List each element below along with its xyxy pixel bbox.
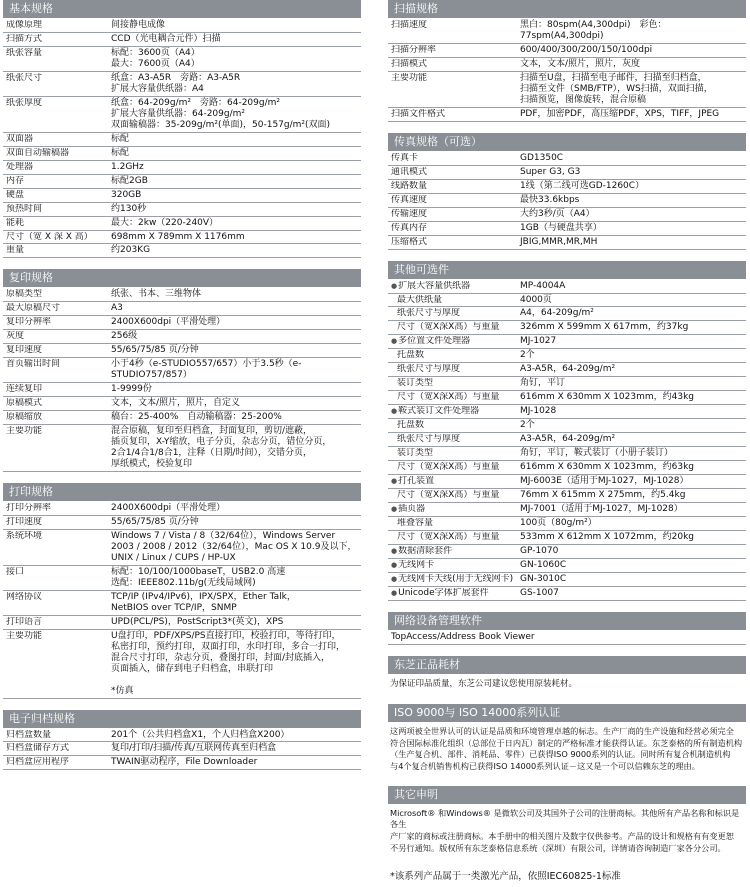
right-section-0 xyxy=(388,0,746,122)
spec-label: 尺寸（宽X深X高）与重量 xyxy=(397,322,500,333)
left-section-1 xyxy=(3,269,361,472)
section-header: ISO 9000与 ISO 14000系列认证 xyxy=(388,704,746,722)
spec-value: 616mm X 630mm X 1023mm，约43kg xyxy=(520,392,695,403)
spec-label: 归档盒数量 xyxy=(6,729,52,740)
spec-row xyxy=(3,244,361,258)
spec-label: 纸张尺寸与厚度 xyxy=(397,434,461,445)
spec-value: GP-1070 xyxy=(520,545,559,556)
spec-row xyxy=(388,573,746,587)
spec-value: Windows 7 / Vista / 8（32/64位），Windows Server 2003 / 2008 / 2012（32/64位），Mac OS X 10.9及以下， UNIX / Linux / CUPS / HP-UX xyxy=(111,530,357,563)
spec-row xyxy=(388,58,746,72)
spec-value: JBIG,MMR,MR,MH xyxy=(520,236,598,247)
spec-label: 尺寸（宽 X 深 X 高） xyxy=(6,231,93,242)
spec-label: 尺寸（宽X深X高）与重量 xyxy=(397,462,500,473)
spec-value: PDF，加密PDF，高压缩PDF，XPS，TIFF，JPEG xyxy=(520,108,720,119)
spec-label: 打印速度 xyxy=(6,516,43,527)
spec-value: 55/65/75/85 页/分钟 xyxy=(111,345,199,356)
spec-label: 系统环境 xyxy=(6,530,43,541)
spec-value: A4，64-209g/m² xyxy=(520,308,594,319)
right-section-5 xyxy=(388,704,746,775)
spec-label: 首页输出时间 xyxy=(6,359,61,370)
spec-label: 线路数量 xyxy=(391,180,428,191)
spec-row xyxy=(388,391,746,405)
spec-label: 最大原稿尺寸 xyxy=(6,303,61,314)
spec-label: ● 无线网卡天线(用于无线网卡) xyxy=(388,574,520,585)
spec-value: 扫描至U盘，扫描至电子邮件，扫描至归档盒， 扫描至文件（SMB/FTP），WS扫描，双面扫描， 扫描预览，图像旋转，混合原稿 xyxy=(520,72,713,105)
spec-label: 双面自动输稿器 xyxy=(6,147,70,158)
section-paragraph: Microsoft® 和Windows® 是微软公司及其国外子公司的注册商标。其他所有产品名称和标识是各生 产厂家的商标或注册商标。本手册中的相关图片及数字仅供参考。产品的设计和规格有有变更恕 不另行通知。版权所有东芝泰格信息系统（深圳）有限公司，详情请咨询制造厂家各分公司。 xyxy=(390,807,740,853)
spec-value: 标配：3600页（A4） 最大：7600页（A4） xyxy=(111,47,200,69)
spec-label: 纸张尺寸与厚度 xyxy=(397,308,461,319)
spec-row xyxy=(388,559,746,573)
spec-value: 约130秒 xyxy=(111,203,147,214)
spec-row xyxy=(3,591,361,616)
spec-label: 通讯模式 xyxy=(391,166,428,177)
spec-row xyxy=(3,530,361,566)
spec-row xyxy=(388,307,746,321)
spec-label: 归档盒应用程序 xyxy=(6,757,70,768)
spec-value: 201个（公共归档盒X1，个人归档盒X200） xyxy=(111,729,290,740)
spec-value: 文本，文本/照片，照片，灰度 xyxy=(520,58,641,69)
spec-value: 标配：10/100/1000baseT，USB2.0 高速 选配：IEEE802.11b/g(无线局域网) xyxy=(111,566,286,588)
spec-row xyxy=(3,33,361,47)
spec-value: 角钉，平订 xyxy=(520,378,566,389)
spec-row xyxy=(3,630,361,699)
section-note: 为保证印品质量，东芝公司建议您使用原装耗材。 xyxy=(390,678,578,689)
spec-row xyxy=(3,397,361,411)
spec-value: 1-9999份 xyxy=(111,384,152,395)
right-section-6 xyxy=(388,786,746,857)
spec-value: 复印/打印/扫描/传真/互联网传真至归档盒 xyxy=(111,743,277,754)
spec-value: 1线（第二线可选GD-1260C） xyxy=(520,180,645,191)
spec-value: MJ-1027 xyxy=(520,336,557,347)
spec-value: 标配 xyxy=(111,133,130,144)
spec-row xyxy=(3,288,361,302)
spec-row xyxy=(3,516,361,530)
spec-value: 600/400/300/200/150/100dpi xyxy=(520,44,653,55)
spec-label: 处理器 xyxy=(6,161,34,172)
spec-value: 76mm X 615mm X 275mm，约5.4kg xyxy=(520,490,686,501)
spec-value: 间接静电成像 xyxy=(111,20,166,30)
spec-value: 1.2GHz xyxy=(111,161,144,172)
spec-value: CCD（光电耦合元件）扫描 xyxy=(111,33,221,44)
spec-value: GS-1007 xyxy=(520,587,559,598)
spec-value: UPD(PCL/PS)，PostScript3*(英文)，XPS xyxy=(111,616,284,627)
spec-value: 混合原稿，复印至归档盒，封面复印，剪切/遮蔽， 插页复印，X-Y缩放，电子分页，杂志分页，错位分页， 2合1/4合1/8合1，注释（日期/时间），交错分页， 厚纸模式，校验复印 xyxy=(111,426,332,470)
spec-label: 尺寸（宽X深X高）与重量 xyxy=(397,392,500,403)
spec-label: 内存 xyxy=(6,175,25,186)
spec-row xyxy=(388,419,746,433)
spec-label: 扫描文件格式 xyxy=(391,108,446,119)
spec-label: 尺寸（宽X深X高）与重量 xyxy=(397,490,500,501)
spec-row xyxy=(3,217,361,231)
spec-label: 能耗 xyxy=(6,217,25,228)
spec-row xyxy=(388,321,746,335)
spec-row xyxy=(388,531,746,545)
spec-value: A3 xyxy=(111,303,123,314)
spec-label: 托盘数 xyxy=(397,420,425,431)
spec-row xyxy=(388,166,746,180)
spec-row xyxy=(3,411,361,425)
spec-row xyxy=(388,631,746,645)
spec-value: TWAIN驱动程序，File Downloader xyxy=(111,757,258,768)
spec-label: 网络协议 xyxy=(6,591,43,602)
spec-label: 复印分辨率 xyxy=(6,317,52,328)
spec-label: 扫描分辨率 xyxy=(391,44,437,55)
spec-value: MJ-7001（适用于MJ-1027，MJ-1028） xyxy=(520,504,683,515)
right-section-2 xyxy=(388,261,746,601)
section-header: 其他可选件 xyxy=(388,261,746,279)
spec-label: 复印速度 xyxy=(6,345,43,356)
spec-label: 纸张容量 xyxy=(6,47,43,58)
spec-label: 原稿模式 xyxy=(6,398,43,409)
right-column xyxy=(388,0,746,887)
spec-label: 连续复印 xyxy=(6,384,43,395)
spec-label: 尺寸（宽X深X高）与重量 xyxy=(397,531,500,542)
spec-value: 黑白：80spm(A4,300dpi) 彩色：77spm(A4,300dpi) xyxy=(520,20,667,41)
spec-label: 成像原理 xyxy=(6,20,43,30)
spec-label: 传输速度 xyxy=(391,208,428,219)
spec-row xyxy=(388,377,746,391)
spec-row xyxy=(388,433,746,447)
spec-value: MJ-1028 xyxy=(520,406,557,417)
spec-row xyxy=(388,208,746,222)
spec-label: 原稿缩放 xyxy=(6,412,43,423)
spec-value: 小于4秒（e-STUDIO557/657）小于3.5秒（e-STUDIO757/857） xyxy=(111,359,302,381)
spec-value: 稿台：25-400% 自动输稿器：25-200% xyxy=(111,412,282,423)
spec-row xyxy=(3,330,361,344)
spec-label: 扫描方式 xyxy=(6,33,43,44)
spec-value: 55/65/75/85 页/分钟 xyxy=(111,516,199,527)
spec-label: 主要功能 xyxy=(6,426,43,437)
spec-value: A3-A5R，64-209g/m² xyxy=(520,364,616,375)
spec-row xyxy=(388,405,746,419)
spec-label: 扫描模式 xyxy=(391,58,428,69)
spec-label: 压缩格式 xyxy=(391,236,428,247)
spec-value: Super G3, G3 xyxy=(520,166,581,177)
spec-row xyxy=(3,189,361,203)
spec-row xyxy=(388,503,746,517)
spec-label: 打印语言 xyxy=(6,616,43,627)
spec-row xyxy=(388,349,746,363)
spec-row xyxy=(3,425,361,472)
spec-row xyxy=(388,19,746,44)
spec-label: 最大供纸量 xyxy=(397,294,443,305)
spec-row xyxy=(3,203,361,217)
spec-label: 纸张尺寸与厚度 xyxy=(397,364,461,375)
spec-value: 100页（80g/m²） xyxy=(520,518,597,528)
section-header: 扫描规格 xyxy=(388,0,746,18)
spec-row xyxy=(388,363,746,377)
spec-row xyxy=(388,108,746,122)
spec-row xyxy=(388,294,746,308)
spec-row xyxy=(388,222,746,236)
spec-row xyxy=(3,316,361,330)
spec-value: 2个 xyxy=(520,420,535,431)
spec-row xyxy=(388,475,746,489)
spec-row xyxy=(388,236,746,250)
spec-row xyxy=(3,147,361,161)
section-header: 复印规格 xyxy=(3,269,361,287)
section-header: 基本规格 xyxy=(3,0,361,18)
spec-label: 打印分辨率 xyxy=(6,503,52,513)
section-paragraph: 这两项被全世界认可的认证是品质和环境管理卓越的标志。生产厂商的生产设施和经营必须完全 符合国际标准化组织（总部位于日内瓦）制定的严格标准才能获得认证。东芝泰格的所有制造机构 （生产复合机、部件、消耗品、零件）已获得ISO 9000系列的认证。同时所有复合机制造机构 与4个复合机销售机构已获得ISO 14000系列认证－这又是一个可以信赖东芝的理由。 xyxy=(390,726,743,772)
spec-label: ● 无线网卡 xyxy=(388,560,520,571)
spec-value: 大约3秒/页（A4） xyxy=(520,208,595,219)
spec-row xyxy=(3,358,361,383)
spec-value: 文本，文本/照片，照片，自定义 xyxy=(111,398,241,409)
spec-row xyxy=(388,44,746,58)
spec-label: ● 多位置文件处理器 xyxy=(388,336,520,347)
spec-label: 双面器 xyxy=(6,133,34,144)
section-header: 其它申明 xyxy=(388,786,746,804)
spec-value: 约203KG xyxy=(111,245,151,256)
spec-label: 传真卡 xyxy=(391,152,419,163)
spec-label: ● Unicode字体扩展套件 xyxy=(388,588,520,599)
spec-row xyxy=(3,133,361,147)
spec-row xyxy=(388,545,746,559)
spec-row xyxy=(3,502,361,516)
spec-row xyxy=(388,280,746,294)
spec-value: U盘打印，PDF/XPS/PS直接打印，校验打印，等待打印， 私密打印，预约打印，双面打印，水印打印，多合一打印， 混合尺寸打印，杂志分页，叠图打印，封面/封底插入， 页面插入，储存到电子归档盒，串联打印 *仿真 xyxy=(111,630,346,696)
spec-row xyxy=(388,72,746,108)
spec-value: GN-3010C xyxy=(520,573,567,584)
spec-row xyxy=(3,742,361,756)
spec-value: 698mm X 789mm X 1176mm xyxy=(111,231,245,242)
spec-label: 托盘数 xyxy=(397,350,425,361)
spec-value: 616mm X 630mm X 1023mm，约63kg xyxy=(520,462,695,473)
spec-label: 灰度 xyxy=(6,331,25,342)
footnote: *该系列产品属于一类激光产品，依照IEC60825-1标准 xyxy=(390,871,621,883)
spec-value: MP-4004A xyxy=(520,280,566,291)
spec-label: ● 数据清除套件 xyxy=(388,546,520,557)
spec-label: ● 打孔装置 xyxy=(388,476,520,487)
spec-value: 4000页 xyxy=(520,294,552,305)
left-column xyxy=(3,0,361,781)
spec-value: 标配2GB xyxy=(111,175,148,186)
spec-label: 接口 xyxy=(6,566,25,577)
spec-row xyxy=(388,461,746,475)
spec-row xyxy=(388,517,746,531)
spec-label: 纸张尺寸 xyxy=(6,72,43,83)
spec-value: 纸盒：64-209g/m² 旁路：64-209g/m² 扩展大容量供纸器：64-209g/m² 双面输稿器：35-209g/m²(单面)，50-157g/m²(双面) xyxy=(111,97,331,130)
spec-label: ● 插页器 xyxy=(388,504,520,515)
spec-value: 2个 xyxy=(520,350,535,361)
spec-value: 256级 xyxy=(111,331,138,342)
spec-row xyxy=(3,756,361,770)
spec-label: 归档盒储存方式 xyxy=(6,743,70,754)
spec-value: 纸盒：A3-A5R 旁路：A3-A5R 扩展大容量供纸器：A4 xyxy=(111,72,241,94)
spec-value: 标配 xyxy=(111,147,130,158)
right-section-1 xyxy=(388,133,746,250)
section-header: 东芝正品耗材 xyxy=(388,656,746,674)
spec-row xyxy=(3,566,361,591)
spec-label: 原稿类型 xyxy=(6,289,43,300)
right-section-4 xyxy=(388,656,746,693)
spec-label: 纸张厚度 xyxy=(6,97,43,108)
spec-label: 装订类型 xyxy=(397,448,434,459)
spec-value: 326mm X 599mm X 617mm，约37kg xyxy=(520,322,689,333)
section-header: 网络设备管理软件 xyxy=(388,612,746,630)
spec-label: 堆叠容量 xyxy=(397,518,434,528)
spec-value: 最大：2kw（220-240V） xyxy=(111,217,219,228)
spec-row xyxy=(3,19,361,33)
spec-row xyxy=(388,587,746,601)
left-section-0 xyxy=(3,0,361,258)
spec-value: 纸张、书本、三维物体 xyxy=(111,289,202,300)
spec-label: 传真内存 xyxy=(391,222,428,233)
spec-label: 扫描速度 xyxy=(391,20,428,30)
spec-label: ● 鞍式装订文件处理器 xyxy=(388,406,520,417)
spec-value: 2400X600dpi（平滑处理） xyxy=(111,317,226,328)
spec-value: 角钉，平订，鞍式装订（小册子装订） xyxy=(520,448,674,459)
spec-row xyxy=(3,302,361,316)
spec-row xyxy=(3,729,361,743)
spec-row xyxy=(3,47,361,72)
spec-value: 320GB xyxy=(111,189,142,200)
spec-row xyxy=(3,344,361,358)
spec-value: MJ-6003E（适用于MJ-1027，MJ-1028） xyxy=(520,476,689,487)
spec-label: 装订类型 xyxy=(397,378,434,389)
spec-label: TopAccess/Address Book Viewer xyxy=(391,631,535,642)
spec-label: 重量 xyxy=(6,245,25,256)
spec-row xyxy=(3,97,361,133)
spec-label: 主要功能 xyxy=(391,72,428,83)
spec-row xyxy=(3,72,361,97)
section-header: 打印规格 xyxy=(3,483,361,501)
spec-value: 533mm X 612mm X 1072mm，约20kg xyxy=(520,531,695,542)
spec-label: 硬盘 xyxy=(6,189,25,200)
spec-value: TCP/IP (IPv4/IPv6)，IPX/SPX，Ether Talk， NetBIOS over TCP/IP，SNMP xyxy=(111,591,296,613)
spec-row xyxy=(388,447,746,461)
spec-row xyxy=(388,335,746,349)
spec-value: A3-A5R，64-209g/m² xyxy=(520,434,616,445)
spec-value: 1GB（与硬盘共享） xyxy=(520,222,602,233)
spec-value: GD1350C xyxy=(520,152,564,163)
spec-row xyxy=(388,489,746,503)
spec-value: GN-1060C xyxy=(520,559,567,570)
spec-value: 最快33.6kbps xyxy=(520,194,580,205)
spec-row xyxy=(3,383,361,397)
right-section-3 xyxy=(388,612,746,645)
spec-label: ● 扩展大容量供纸器 xyxy=(388,281,520,292)
section-header: 传真规格（可选） xyxy=(388,133,746,151)
spec-row xyxy=(388,180,746,194)
spec-value: 2400X600dpi（平滑处理） xyxy=(111,503,226,513)
left-section-2 xyxy=(3,483,361,699)
spec-label: 传真速度 xyxy=(391,194,428,205)
spec-row xyxy=(3,231,361,245)
spec-row xyxy=(3,161,361,175)
spec-row xyxy=(388,194,746,208)
section-header: 电子归档规格 xyxy=(3,710,361,728)
spec-row xyxy=(3,616,361,630)
left-section-3 xyxy=(3,710,361,771)
spec-label: 主要功能 xyxy=(6,630,43,641)
spec-row xyxy=(3,175,361,189)
spec-row xyxy=(388,152,746,166)
spec-label: 预热时间 xyxy=(6,203,43,214)
